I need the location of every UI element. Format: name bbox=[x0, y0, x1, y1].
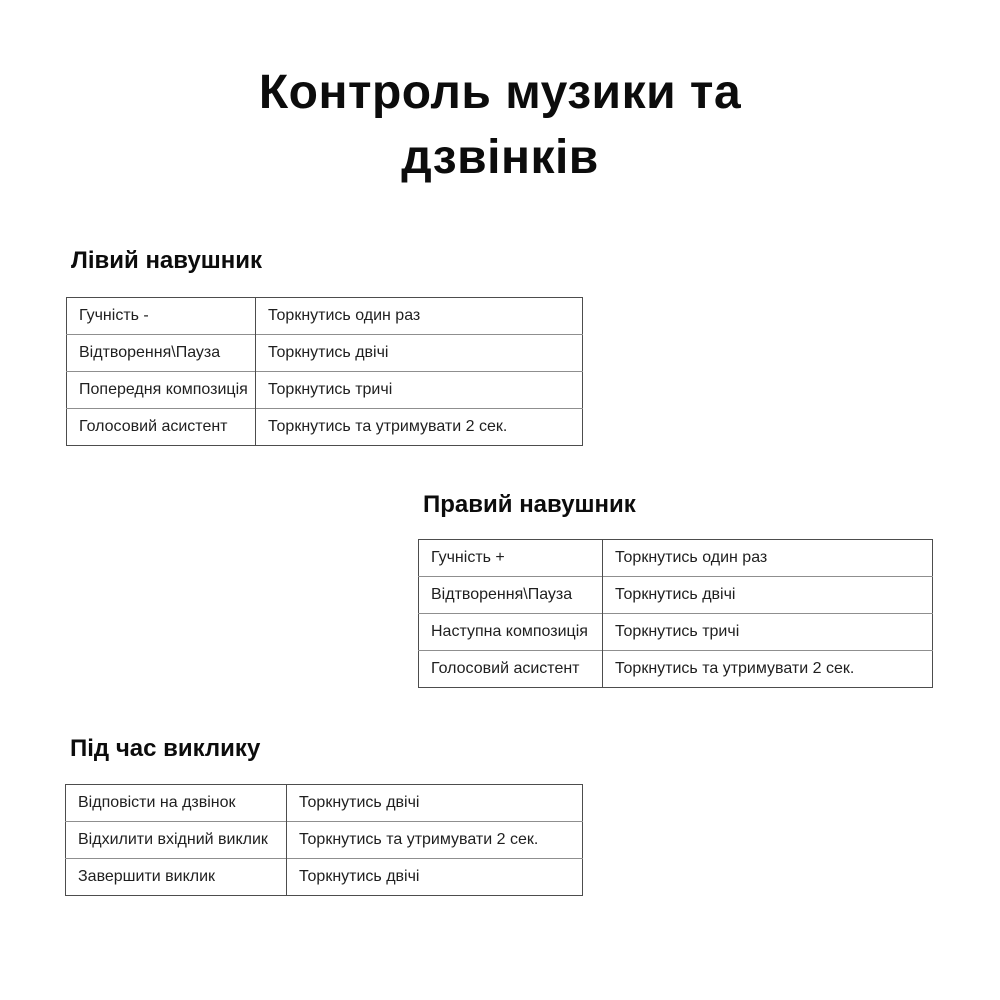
action-cell: Відповісти на дзвінок bbox=[66, 785, 287, 822]
section-left-earbud bbox=[66, 246, 583, 446]
left-earbud-table bbox=[66, 297, 583, 446]
action-cell: Голосовий асистент bbox=[67, 409, 256, 446]
table-row bbox=[419, 614, 933, 651]
section-during-call bbox=[65, 734, 583, 896]
action-cell: Голосовий асистент bbox=[419, 651, 603, 688]
right-earbud-table bbox=[418, 539, 933, 688]
gesture-cell: Торкнутись двічі bbox=[287, 859, 583, 896]
table-row bbox=[419, 651, 933, 688]
table-row bbox=[67, 298, 583, 335]
action-cell: Наступна композиція bbox=[419, 614, 603, 651]
gesture-cell: Торкнутись один раз bbox=[268, 307, 421, 324]
gesture-cell: Торкнутись тричі bbox=[256, 372, 583, 409]
table-row bbox=[66, 859, 583, 896]
action-cell: Завершити виклик bbox=[66, 859, 287, 896]
action-cell: Гучність - bbox=[67, 298, 256, 335]
gesture-cell: Торкнутись тричі bbox=[603, 614, 933, 651]
gesture-cell: Торкнутись та утримувати 2 сек. bbox=[287, 822, 583, 859]
gesture-cell: Торкнутись двічі bbox=[299, 794, 420, 811]
table-row bbox=[66, 822, 583, 859]
section-heading-right-earbud: Правий навушник bbox=[423, 491, 636, 518]
action-cell: Відхилити вхідний виклик bbox=[66, 822, 287, 859]
section-heading-during-call: Під час виклику bbox=[70, 735, 261, 762]
table-row bbox=[67, 409, 583, 446]
table-row bbox=[419, 540, 933, 577]
table-row bbox=[66, 785, 583, 822]
table-row bbox=[419, 577, 933, 614]
action-cell: Попередня композиція bbox=[67, 372, 256, 409]
action-cell: Гучність + bbox=[419, 540, 603, 577]
gesture-cell: Торкнутись двічі bbox=[256, 335, 583, 372]
gesture-cell: Торкнутись один раз bbox=[615, 549, 768, 566]
section-right-earbud bbox=[418, 490, 933, 688]
section-heading-left-earbud: Лівий навушник bbox=[71, 247, 263, 274]
gesture-cell: Торкнутись та утримувати 2 сек. bbox=[256, 409, 583, 446]
table-row bbox=[67, 372, 583, 409]
table-row bbox=[67, 335, 583, 372]
gesture-cell: Торкнутись двічі bbox=[603, 577, 933, 614]
page-title: Контроль музики та дзвінків bbox=[258, 66, 742, 184]
gesture-cell: Торкнутись та утримувати 2 сек. bbox=[603, 651, 933, 688]
action-cell: Відтворення\Пауза bbox=[419, 577, 603, 614]
action-cell: Відтворення\Пауза bbox=[67, 335, 256, 372]
during-call-table bbox=[65, 784, 583, 896]
